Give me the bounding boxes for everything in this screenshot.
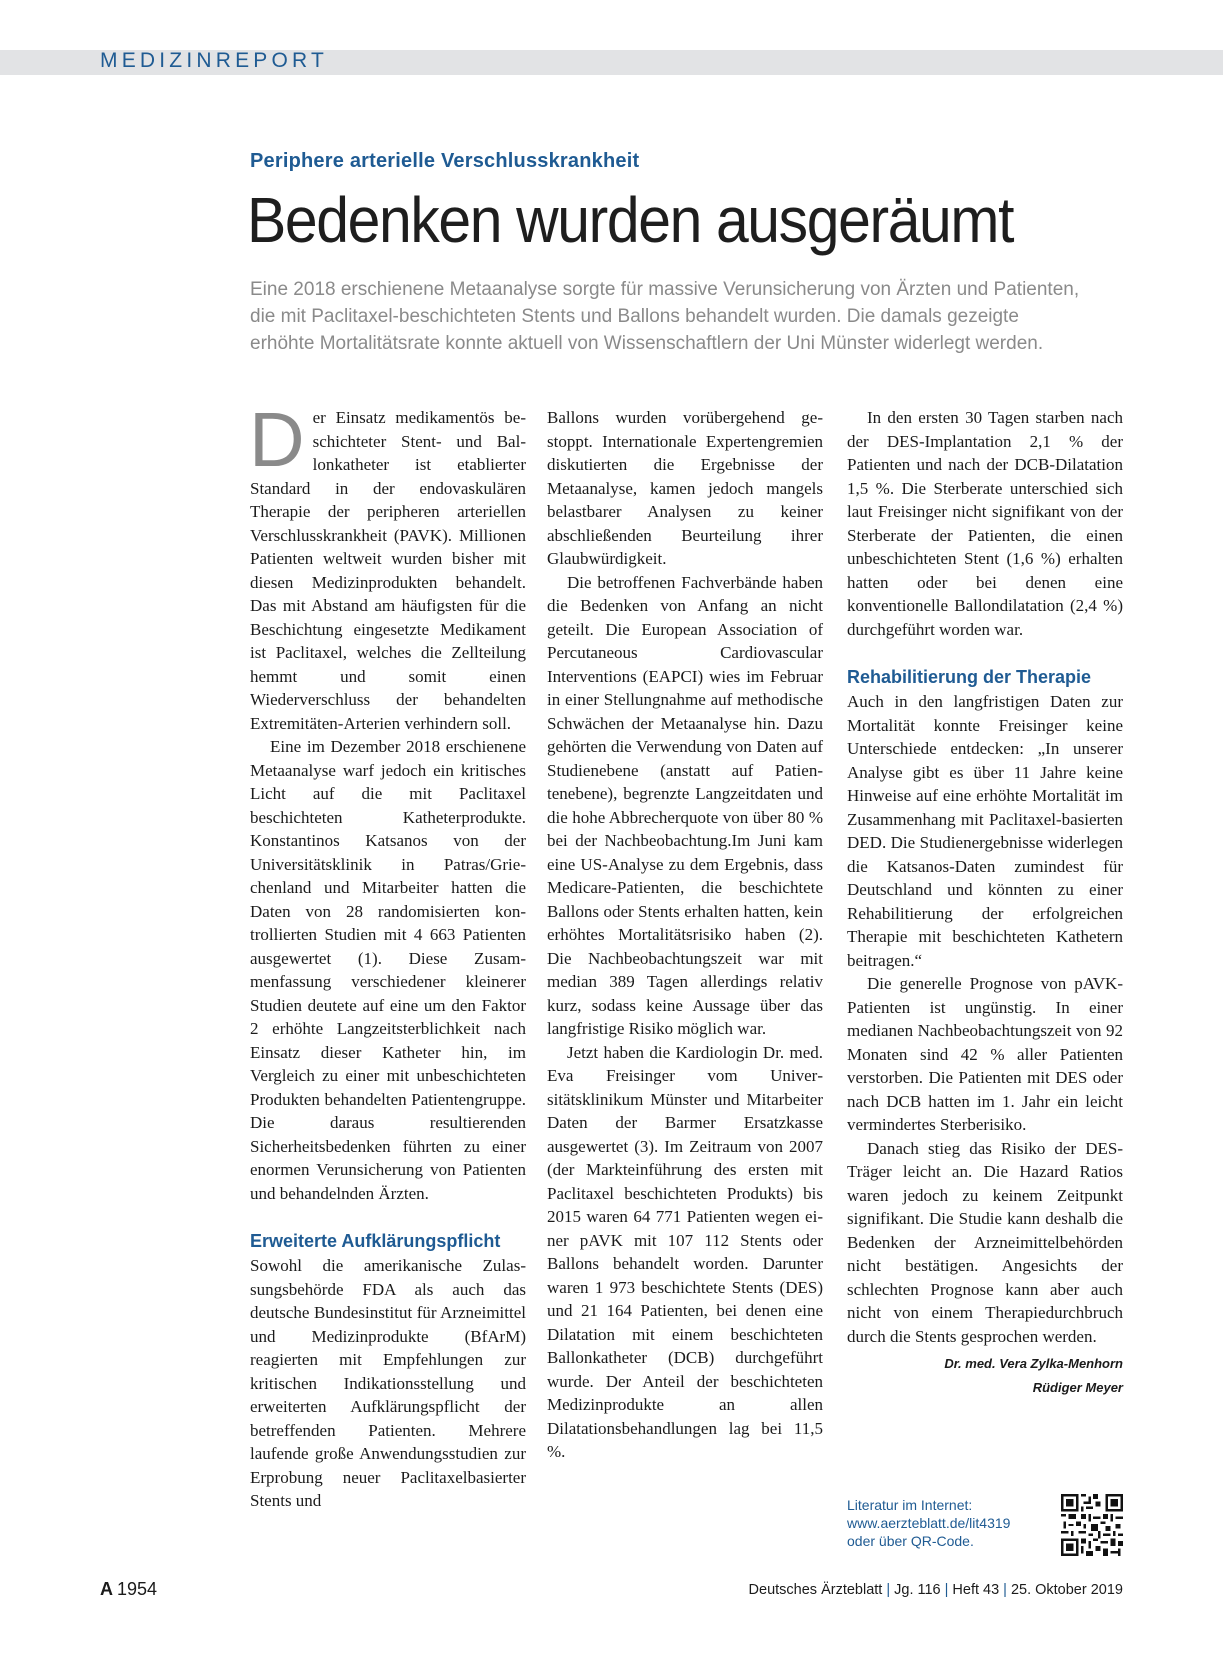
article-lead [250, 276, 1120, 357]
journal-volume: Jg. 116 [894, 1582, 941, 1598]
paragraph: Die generelle Prognose von pAVK-Patienten ist ungünstig. In einer medianen Nachbeobachtungszeit von 92 Monaten sind 42 % aller Patienten verstorben. Die Patienten mit DES oder nach DCB hatten im 1. Jahr ein leicht vermindertes Sterberisiko. [847, 974, 1123, 1134]
journal-footer [749, 1582, 1123, 1598]
page-number-value: 1954 [117, 1579, 158, 1599]
page-number [100, 1579, 157, 1600]
literature-link[interactable]: www.aerzteblatt.de/lit4319 [847, 1515, 1011, 1531]
paragraph: er Einsatz medikamentös beschichteter Stent- und Ballonkatheter ist etablierter Standard in der endovaskulären Therapie der peripheren arteriellen Verschlusskrankheit (PAVK). Millionen Patienten weltweit wurden bisher mit diesen Medizinprodukten behandelt. Das mit Abstand am häufigsten für die Beschichtung eingesetzte Medikament ist Paclitaxel, welches die Zellteilung hemmt und somit einen Wiederverschluss der behandelten Extremitäten-Arterien verhindern soll. [250, 408, 526, 733]
drop-cap: D [249, 397, 305, 483]
article-title: Bedenken wurden ausgeräumt [247, 184, 1014, 256]
paragraph: Danach stieg das Risiko der DES-Träger leicht an. Die Hazard Ratios waren jedoch zu keinem Zeitpunkt signifikant. Die Studie kann deshalb die Bedenken der Arzneimittelbehörden nicht bestätigen. Angesichts der schlechten Prognose kann aber auch nicht von einem Therapiedurchbruch durch die Stents gesprochen werden. [847, 1138, 1123, 1346]
lead-line: die mit Paclitaxel-beschichteten Stents und Ballons behandelt wurden. Die damals gezeigte [250, 306, 1019, 327]
footer-separator: | [944, 1582, 949, 1598]
lead-line: erhöhte Mortalitätsrate konnte aktuell von Wissenschaftlern der Uni Münster widerlegt werden. [250, 333, 1044, 354]
paragraph: In den ersten 30 Tagen starben nach der DES-Implantation 2,1 % der Patienten und nach der DCB-Dilatation 1,5 %. Die Sterberate unterschied sich laut Freisinger nicht signifikant von der Sterberate der Patienten, die einen unbeschichteten Stent (1,6 %) erhalten hatten oder bei denen eine konventionelle Ballondilatation (2,4 %) durchgeführt worden war. [847, 408, 1123, 639]
text-column-2 [547, 406, 823, 1464]
text-column-1 [249, 397, 526, 1513]
paragraph: Eine im Dezember 2018 erschienene Metaanalyse warf jedoch ein kritisches Licht auf die mit Paclitaxel beschichteten Katheterprodukte. Konstantinos Katsanos von der Universitätsklinik in Patras/Griechenland und Mitarbeiter hatten die Daten von 28 randomisierten kontrollierten Studien mit 4 663 Patienten ausgewertet (1). Diese Zusammenfassung verschiedener kleinerer Studien deutete auf eine um den Faktor 2 erhöhte Langzeitsterblichkeit nach Einsatz dieser Katheter hin, im Vergleich zu einer mit unbeschichteten Produkten behandelten Patientengruppe. Die daraus resultierenden Sicherheitsbedenken führten zu einer enormen Verunsicherung von Patienten und behandelnden Ärzten. [250, 737, 526, 1203]
author-name: Dr. med. Vera Zylka-Menhorn [944, 1356, 1123, 1371]
lead-line: Eine 2018 erschienene Metaanalyse sorgte für massive Verunsicherung von Ärzten und Patienten, [250, 279, 1080, 300]
page-prefix: A [100, 1579, 113, 1599]
section-label: MEDIZINREPORT [100, 49, 329, 72]
literature-qr-hint: oder über QR-Code. [847, 1533, 974, 1549]
footer-separator: | [1003, 1582, 1007, 1598]
text-column-3 [847, 406, 1123, 1400]
author-name: Rüdiger Meyer [1032, 1380, 1123, 1395]
footer-separator: | [886, 1582, 891, 1598]
qr-code-icon[interactable] [1061, 1494, 1123, 1556]
literature-label: Literatur im Internet: [847, 1497, 973, 1513]
paragraph: Die betroffenen Fachverbände haben die Bedenken von Anfang an nicht geteilt. Die European Association of Percutaneous Cardiovascular Interventions (EAPCI) wies im Februar in einer Stellungnahme auf methodische Schwächen der Metaanalyse hin. Dazu gehörten die Verwendung von Daten auf Studienebene (anstatt auf Patientenebene), begrenzte Langzeitdaten und die hohe Abbrecherquote von über 80 % bei der Nachbeobachtung.Im Juni kam eine US-Analyse zu dem Ergebnis, dass Medicare-Patienten, die beschichtete Ballons oder Stents erhalten hatten, kein erhöhtes Mortalitätsrisiko haben (2). Die Nachbeobachtungszeit war mit median 389 Tagen allerdings relativ kurz, sodass keine Aussage über das langfristige Risiko möglich war. [547, 572, 823, 1038]
subheading: Rehabilitierung der Therapie [847, 667, 1092, 687]
paragraph: Auch in den langfristigen Daten zur Mortalität konnte Freisinger keine Unterschiede entdecken: „In unserer Analyse gibt es über 11 Jahre keine Hinweise auf eine erhöhte Mortalität im Zusammenhang mit Paclitaxel-basierten DED. Die Studienergebnisse widerlegen die Katsanos-Daten zumindest für Deutschland und könnten zu einer Rehabilitierung der erfolgreichen Therapie mit beschichteten Kathetern beitragen.“ [847, 692, 1123, 970]
article-kicker: Periphere arterielle Verschlusskrankheit [250, 150, 640, 172]
journal-date: 25. Oktober 2019 [1010, 1582, 1123, 1598]
subheading: Erweiterte Aufklärungspflicht [250, 1231, 501, 1251]
journal-name: Deutsches Ärzteblatt [748, 1582, 883, 1598]
paragraph: Jetzt haben die Kardiologin Dr. med. Eva Freisinger vom Universitätsklinikum Münster und Mitarbeiter Daten der Barmer Ersatzkasse ausgewertet (3). Im Zeitraum von 2007 (der Markteinführung des ersten mit Paclitaxel beschichteten Produkts) bis 2015 waren 64 771 Patienten wegen einer pAVK mit 107 112 Stents oder Ballons behandelt worden. Darunter waren 1 973 beschichtete Stents (DES) und 21 164 Patienten, bei denen eine Dilatation mit einem beschichteten Ballonkatheter (DCB) durchgeführt wurde. Der Anteil der beschichteten Medizinprodukte an allen Dilatationsbehandlungen lag bei 11,5 %. [547, 1042, 823, 1461]
paragraph: Ballons wurden vorübergehend gestoppt. Internationale Expertengremien diskutierten die Ergebnisse der Metaanalyse, kamen jedoch mangels belastbarer Analysen zu keiner abschließenden Beurteilung ihrer Glaubwürdigkeit. [547, 408, 823, 568]
literature-note [847, 1496, 1047, 1550]
journal-issue: Heft 43 [952, 1582, 1000, 1598]
paragraph: Sowohl die amerikanische Zulassungsbehörde FDA als auch das deutsche Bundesinstitut für Arzneimittel und Medizinprodukte (BfArM) reagierten mit Empfehlungen zur kritischen Indikationsstellung und erweiterten Aufklärungspflicht der betreffenden Patienten. Mehrere laufende große Anwendungsstudien zur Erprobung neuer Paclitaxelbasierter Stents und [250, 1256, 526, 1510]
